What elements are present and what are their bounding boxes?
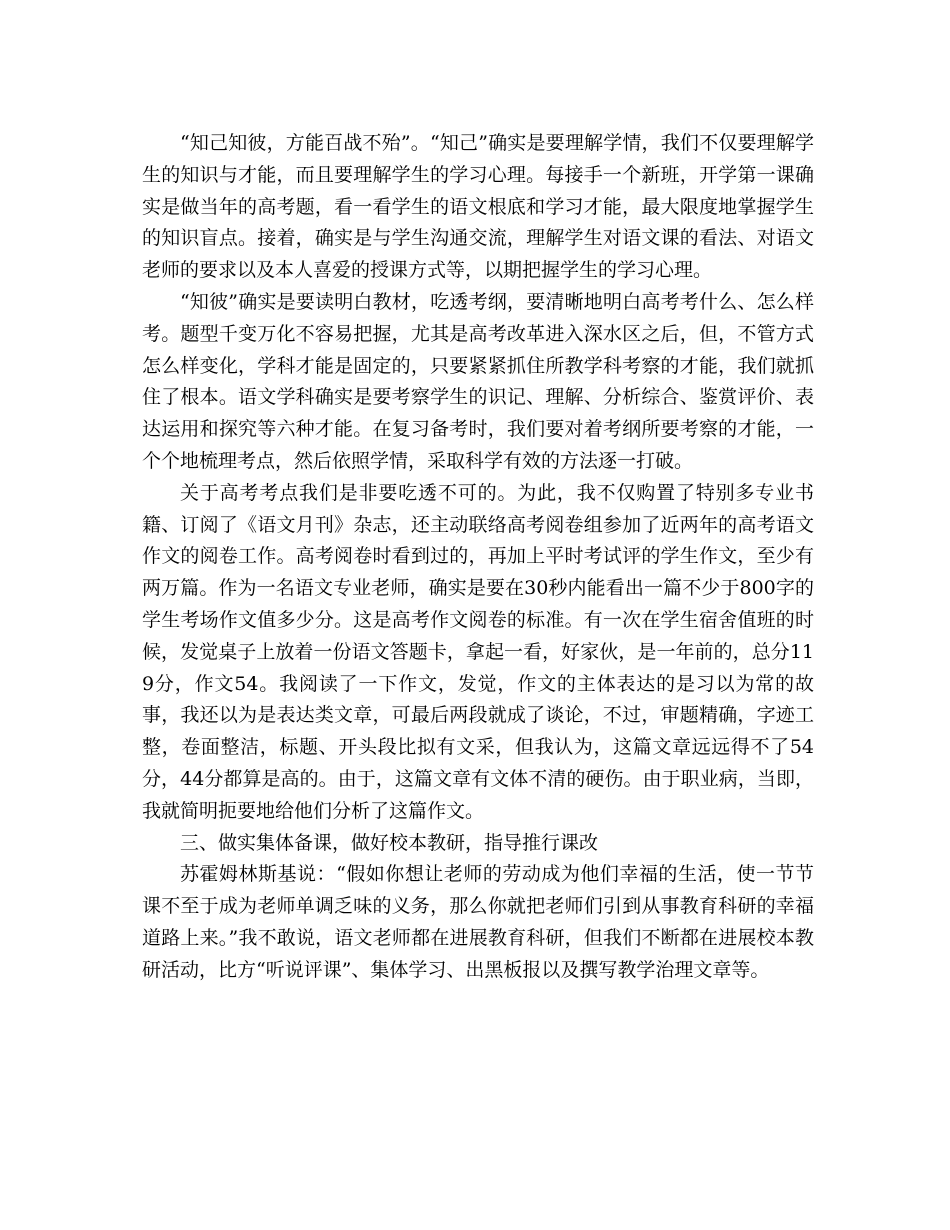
paragraph-know-the-exam: “知彼”确实是要读明白教材，吃透考纲，要清晰地明白高考考什么、怎么样考。题型千变万化不容易把握，尤其是高考改革进入深水区之后，但，不管方式怎么样变化，学科才能是固定的，只要紧紧抓住所教学科考察的才能，我们就抓住了根本。语文学科确实是要考察学生的识记、理解、分析综合、鉴赏评价、表达运用和探究等六种才能。在复习备考时，我们要对着考纲所要考察的才能，一个个地梳理考点，然后依照学情，采取科学有效的方法逐一打破。 — [142, 290, 814, 472]
paragraph-know-yourself: “知己知彼，方能百战不殆”。“知己”确实是要理解学情，我们不仅要理解学生的知识与才能，而且要理解学生的学习心理。每接手一个新班，开学第一课确实是做当年的高考题，看一看学生的语文根底和学习才能，最大限度地掌握学生的知识盲点。接着，确实是与学生沟通交流，理解学生对语文课的看法、对语文老师的要求以及本人喜爱的授课方式等，以期把握学生的学习心理。 — [142, 132, 814, 282]
paragraph-exam-grading: 关于高考考点我们是非要吃透不可的。为此，我不仅购置了特别多专业书籍、订阅了《语文月刊》杂志，还主动联络高考阅卷组参加了近两年的高考语文作文的阅卷工作。高考阅卷时看到过的，再加上平时考试评的学生作文，至少有两万篇。作为一名语文专业老师，确实是要在30秒内能看出一篇不少于800字的学生考场作文值多少分。这是高考作文阅卷的标准。有一次在学生宿舍值班的时候，发觉桌子上放着一份语文答题卡，拿起一看，好家伙，是一年前的，总分119分，作文54。我阅读了一下作文，发觉，作文的主体表达的是习以为常的故事，我还以为是表达类文章，可最后两段就成了谈论，不过，审题精确，字迹工整，卷面整洁，标题、开头段比拟有文采，但我认为，这篇文章远远得不了54分，44分都算是高的。由于，这篇文章有文体不清的硬伤。由于职业病，当即，我就简明扼要地给他们分析了这篇作文。 — [142, 481, 814, 822]
section-heading: 三、做实集体备课，做好校本教研，指导推行课改 — [180, 831, 599, 854]
paragraph-teaching-research: 苏霍姆林斯基说：“假如你想让老师的劳动成为他们幸福的生活，使一节节课不至于成为老师单调乏味的义务，那么你就把老师们引到从事教育科研的幸福道路上来。”我不敢说，语文老师都在进展教育科研，但我们不断都在进展校本教研活动，比方“听说评课”、集体学习、出黑板报以及撰写教学治理文章等。 — [142, 863, 814, 981]
document-body — [142, 128, 814, 987]
